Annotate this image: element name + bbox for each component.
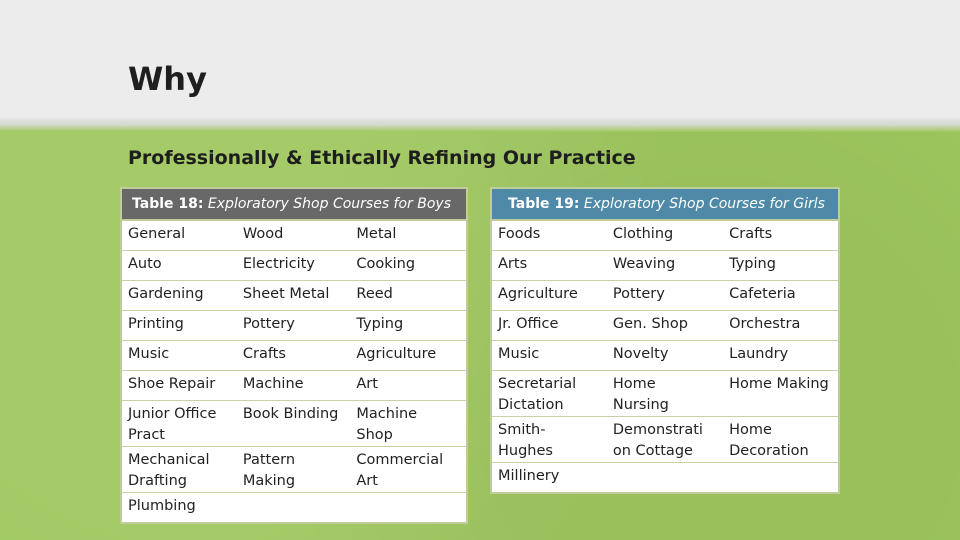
table-cell: Machine bbox=[237, 371, 351, 401]
table-row bbox=[491, 281, 839, 311]
table-row bbox=[491, 417, 839, 463]
slide-subtitle: Professionally & Ethically Refining Our Practice bbox=[128, 147, 636, 169]
table-cell: Novelty bbox=[607, 341, 723, 371]
table-row bbox=[121, 251, 467, 281]
table-row bbox=[491, 463, 839, 494]
table-cell: Metal bbox=[350, 220, 467, 251]
table-cell: Electricity bbox=[237, 251, 351, 281]
table-cell: General bbox=[121, 220, 237, 251]
table-boys-caption-text: Exploratory Shop Courses for Boys bbox=[207, 196, 452, 212]
table-boys-caption-label: Table 18: bbox=[132, 196, 204, 212]
table-cell: Foods bbox=[491, 220, 607, 251]
table-boys-shop-courses bbox=[120, 187, 468, 524]
table-cell bbox=[607, 463, 723, 494]
table-cell: Secretarial Dictation bbox=[491, 371, 607, 417]
table-cell: Wood bbox=[237, 220, 351, 251]
table-row bbox=[121, 341, 467, 371]
table-cell: Millinery bbox=[491, 463, 607, 494]
table-cell: Typing bbox=[723, 251, 839, 281]
table-cell: Home Nursing bbox=[607, 371, 723, 417]
table-cell: Machine Shop bbox=[350, 401, 467, 447]
table-row bbox=[491, 251, 839, 281]
header-edge bbox=[0, 118, 960, 132]
table-cell: Laundry bbox=[723, 341, 839, 371]
table-girls-body bbox=[491, 220, 839, 493]
table-cell: Cafeteria bbox=[723, 281, 839, 311]
table-cell: Mechanical Drafting bbox=[121, 447, 237, 493]
table-cell bbox=[723, 463, 839, 494]
table-row bbox=[121, 281, 467, 311]
table-cell: Orchestra bbox=[723, 311, 839, 341]
table-row bbox=[121, 220, 467, 251]
table-cell: Home Decoration bbox=[723, 417, 839, 463]
table-cell: Plumbing bbox=[121, 493, 237, 524]
table-row bbox=[121, 371, 467, 401]
table-cell bbox=[237, 493, 351, 524]
table-cell: Sheet Metal bbox=[237, 281, 351, 311]
table-cell: Agriculture bbox=[491, 281, 607, 311]
table-cell: Weaving bbox=[607, 251, 723, 281]
table-cell: Gen. Shop bbox=[607, 311, 723, 341]
table-boys-caption bbox=[120, 187, 468, 219]
table-girls-caption bbox=[490, 187, 840, 219]
table-row bbox=[121, 401, 467, 447]
table-girls-caption-text: Exploratory Shop Courses for Girls bbox=[583, 196, 825, 212]
table-cell: Smith-Hughes bbox=[491, 417, 607, 463]
table-cell: Clothing bbox=[607, 220, 723, 251]
table-cell: Agriculture bbox=[350, 341, 467, 371]
table-cell: Junior Office Pract bbox=[121, 401, 237, 447]
table-cell: Pottery bbox=[607, 281, 723, 311]
table-cell: Jr. Office bbox=[491, 311, 607, 341]
table-cell: Gardening bbox=[121, 281, 237, 311]
table-cell: Typing bbox=[350, 311, 467, 341]
table-cell bbox=[350, 493, 467, 524]
table-girls-shop-courses bbox=[490, 187, 840, 494]
table-cell: Auto bbox=[121, 251, 237, 281]
table-girls-caption-label: Table 19: bbox=[508, 196, 580, 212]
table-cell: Art bbox=[350, 371, 467, 401]
table-cell: Reed bbox=[350, 281, 467, 311]
table-cell: Arts bbox=[491, 251, 607, 281]
table-row bbox=[121, 493, 467, 524]
table-row bbox=[121, 447, 467, 493]
table-cell: Pottery bbox=[237, 311, 351, 341]
table-cell: Cooking bbox=[350, 251, 467, 281]
table-cell: Commercial Art bbox=[350, 447, 467, 493]
table-cell: Pattern Making bbox=[237, 447, 351, 493]
table-cell: Crafts bbox=[237, 341, 351, 371]
table-row bbox=[491, 371, 839, 417]
table-cell: Book Binding bbox=[237, 401, 351, 447]
table-cell: Music bbox=[121, 341, 237, 371]
table-cell: Printing bbox=[121, 311, 237, 341]
table-cell: Home Making bbox=[723, 371, 839, 417]
table-row bbox=[491, 341, 839, 371]
table-row bbox=[491, 220, 839, 251]
table-boys-body bbox=[121, 220, 467, 523]
table-row bbox=[121, 311, 467, 341]
table-cell: Shoe Repair bbox=[121, 371, 237, 401]
slide-title: Why bbox=[128, 60, 207, 98]
table-cell: Music bbox=[491, 341, 607, 371]
table-cell: Demonstrati on Cottage bbox=[607, 417, 723, 463]
table-cell: Crafts bbox=[723, 220, 839, 251]
table-row bbox=[491, 311, 839, 341]
